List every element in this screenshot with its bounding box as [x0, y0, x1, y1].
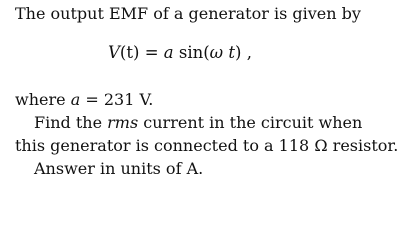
given-prefix: where [15, 90, 66, 109]
question-line-3 [34, 159, 203, 179]
equation-time-symbol: t [228, 43, 236, 62]
rms-term: rms [107, 113, 139, 132]
given-amplitude-line [15, 90, 153, 110]
question-line-1-after: current in the circuit when [143, 113, 363, 132]
given-amplitude-value: 231 [103, 90, 135, 109]
resistance-value: 118 [278, 136, 310, 155]
question-line-3-before: Answer in units of [34, 159, 182, 178]
problem-intro: The output EMF of a generator is given by [15, 4, 361, 23]
equation-equals-sign: = [144, 43, 159, 62]
question-line-1 [34, 113, 362, 133]
given-period: . [148, 90, 154, 109]
answer-unit: A [186, 159, 199, 178]
given-amplitude-unit: V [139, 90, 149, 109]
emf-equation [108, 43, 252, 63]
equation-amplitude-symbol: a [163, 43, 174, 62]
given-equals-sign: = [85, 90, 99, 109]
equation-trailing-comma: , [246, 43, 252, 62]
question-line-1-before: Find the [34, 113, 103, 132]
equation-v-symbol: V [108, 43, 120, 62]
question-line-3-period: . [198, 159, 204, 178]
question-line-2-before: this generator is connected to a [15, 136, 274, 155]
equation-angle-open: ( [203, 43, 210, 62]
question-line-2-after: resistor. [332, 136, 398, 155]
given-amplitude-symbol: a [70, 90, 81, 109]
equation-omega-symbol: ω [209, 43, 224, 62]
equation-v-argument: (t) [119, 43, 140, 62]
resistance-unit: Ω [314, 136, 328, 155]
equation-angle-close: ) [235, 43, 242, 62]
equation-sine-function: sin [178, 43, 204, 62]
question-line-2 [15, 136, 398, 156]
